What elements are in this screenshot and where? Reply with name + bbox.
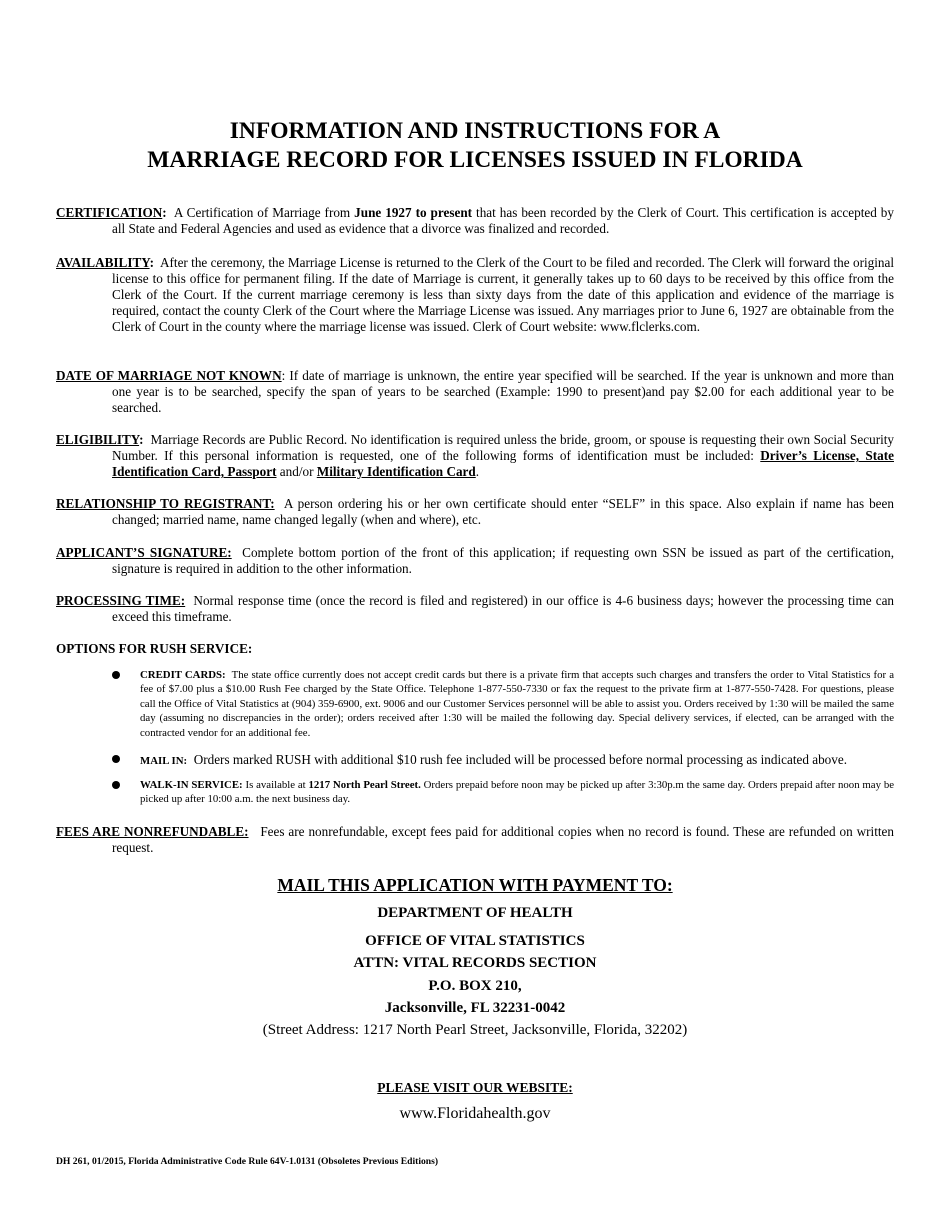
website-url[interactable]: www.Floridahealth.gov: [399, 1105, 551, 1122]
address-line-2: OFFICE OF VITAL STATISTICS: [365, 933, 585, 949]
certification-section: CERTIFICATION: A Certification of Marriage from June 1927 to present that has been recorded by the Clerk of Court. This certification is accepted by all State and Federal Agencies and used as evidence that a divorce was finalized and recorded.: [56, 205, 894, 236]
fees-heading: FEES ARE NONREFUNDABLE:: [56, 824, 249, 839]
eligibility-section: ELIGIBILITY: Marriage Records are Public Record. No identification is required unless the bride, groom, or spouse is requesting their own Social Security Number. If this personal information is requested, one of the following forms of identification must be included: Driver’s License, State Identification Card, Passport and/or Military Identification Card.: [56, 432, 895, 479]
rush-credit-cards: CREDIT CARDS: The state office currently does not accept credit cards but there is a private firm that accepts such charges and transfers the order to Vital Statistics for a fee of $7.00 plus a $10.00 Rush Fee charged by the State Office. Telephone 1-877-550-7330 or fax the request to the private firm at 1-877-550-7428. For questions, please call the Office of Vital Statistics at (904) 359-6900, ext. 9006 and our Customer Services personnel will be able to assist you. Orders received by 1:30 will be mailed the same day (assuming no discrepancies in the order); orders received after 1:30 will be mailed the following day. Special delivery services, if elected, can be arranged with the contracted vendor for an additional fee.: [140, 669, 894, 739]
rush-heading: OPTIONS FOR RUSH SERVICE:: [56, 641, 253, 656]
processing-section: PROCESSING TIME: Normal response time (once the record is filed and registered) in our office is 4-6 business days; however the processing time can exceed this timeframe.: [56, 593, 895, 624]
address-line-3: ATTN: VITAL RECORDS SECTION: [353, 955, 597, 971]
processing-heading: PROCESSING TIME:: [56, 593, 186, 608]
signature-section: APPLICANT’S SIGNATURE: Complete bottom portion of the front of this application; if requesting own SSN be issued as part of the certification, signature is required in addition to the other information.: [56, 545, 895, 576]
availability-section: AVAILABILITY: After the ceremony, the Marriage License is returned to the Clerk of the Court to be filed and recorded. The Clerk will forward the original license to this office for permanent filing. If the date of Marriage is current, it generally takes up to 60 days to be received by this office from the Clerk of the Court. If the current marriage ceremony is less than sixty days from the date of this application and evidence of the marriage is required, contact the county Clerk of the Court where the Marriage License was issued. Any marriages prior to June 6, 1927 are obtainable from the Clerk of Court in the county where the marriage license was issued. Clerk of Court website: www.flclerks.com.: [56, 255, 894, 334]
website-heading: PLEASE VISIT OUR WEBSITE:: [377, 1080, 573, 1095]
certification-heading: CERTIFICATION: [56, 205, 163, 220]
address-line-1: DEPARTMENT OF HEALTH: [377, 905, 573, 921]
address-line-4: P.O. BOX 210,: [428, 978, 522, 994]
street-address: (Street Address: 1217 North Pearl Street, Jacksonville, Florida, 32202): [262, 1022, 688, 1038]
bullet-icon: [112, 671, 120, 679]
form-footer: DH 261, 01/2015, Florida Administrative Code Rule 64V-1.0131 (Obsoletes Previous Editions): [56, 1156, 439, 1167]
availability-heading: AVAILABILITY: [56, 255, 150, 270]
relationship-section: RELATIONSHIP TO REGISTRANT: A person ordering his or her own certificate should enter “SELF” in this space. Also explain if name has been changed; married name, name changed legally (when and where), etc.: [56, 496, 894, 527]
date-unknown-section: DATE OF MARRIAGE NOT KNOWN: If date of marriage is unknown, the entire year specified will be searched. If the year is unknown and more than one year is to be searched, specify the span of years to be searched (Example: 1990 to present)and pay $2.00 for each additional year to be searched.: [56, 368, 894, 415]
title-line-2: MARRIAGE RECORD FOR LICENSES ISSUED IN FLORIDA: [147, 147, 803, 173]
id-types: Driver’s License, State Identification Card, Passport: [112, 448, 894, 479]
date-unknown-heading: DATE OF MARRIAGE NOT KNOWN: [56, 368, 282, 383]
military-id: Military Identification Card: [316, 464, 476, 479]
bullet-icon: [112, 755, 120, 763]
signature-heading: APPLICANT’S SIGNATURE:: [56, 545, 232, 560]
rush-mail-in: MAIL IN: Orders marked RUSH with additional $10 rush fee included will be processed before normal processing as indicated above.: [140, 752, 848, 767]
address-line-5: Jacksonville, FL 32231-0042: [384, 1000, 566, 1016]
fees-section: FEES ARE NONREFUNDABLE: Fees are nonrefundable, except fees paid for additional copies when no record is found. These are refunded on written request.: [56, 824, 894, 855]
eligibility-heading: ELIGIBILITY: [56, 432, 140, 447]
relationship-heading: RELATIONSHIP TO REGISTRANT:: [56, 496, 275, 511]
bullet-icon: [112, 781, 120, 789]
mail-heading: MAIL THIS APPLICATION WITH PAYMENT TO:: [277, 875, 673, 895]
title-line-1: INFORMATION AND INSTRUCTIONS FOR A: [229, 118, 721, 144]
page-title: [0, 117, 950, 175]
rush-walk-in: WALK-IN SERVICE: Is available at 1217 North Pearl Street. Orders prepaid before noon may be picked up after 3:30p.m the same day. Orders prepaid after noon may be picked up after 10:00 a.m. the next business day.: [140, 779, 895, 806]
